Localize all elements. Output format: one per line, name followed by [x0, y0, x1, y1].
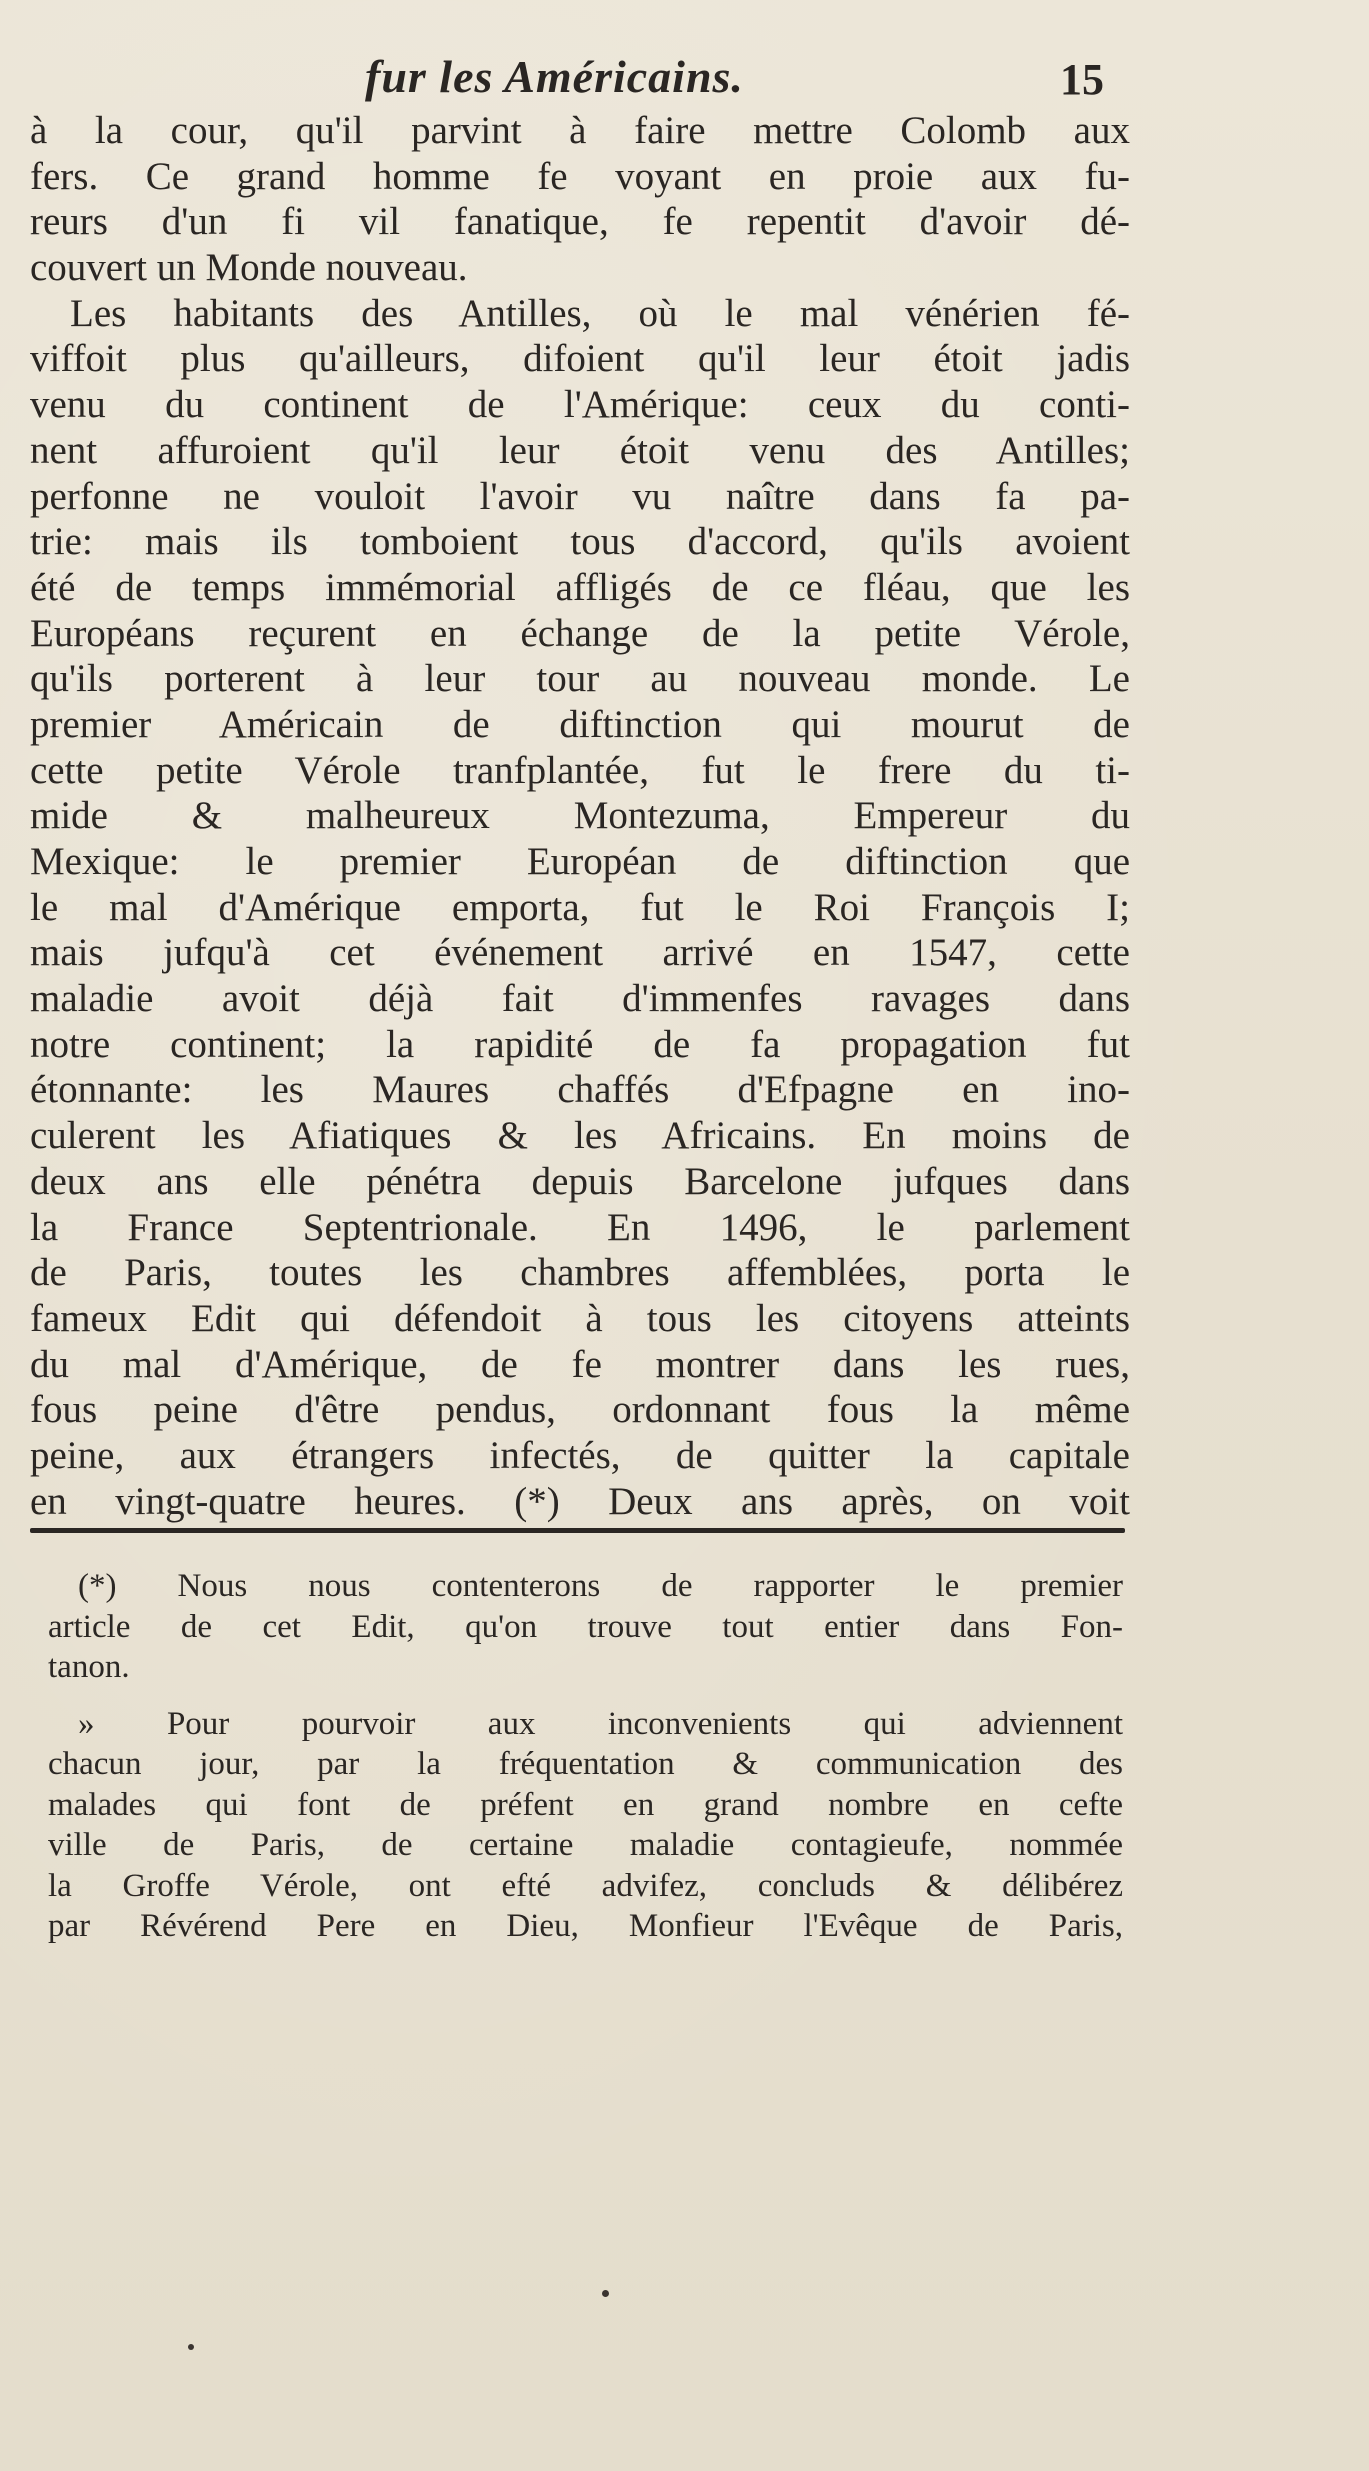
- footnote-line: la Groffe Vérole, ont efté advifez, concluds & délibérez: [48, 1867, 1123, 1904]
- text-line: culerent les Afiatiques & les Africains. En moins de: [30, 1114, 1130, 1158]
- text-line: fous peine d'être pendus, ordonnant fous la même: [30, 1388, 1130, 1432]
- ink-speck: [602, 2290, 609, 2297]
- main-text: [30, 108, 1130, 1524]
- text-line: deux ans elle pénétra depuis Barcelone jufques dans: [30, 1159, 1130, 1203]
- text-line: Les habitants des Antilles, où le mal vénérien fé-: [70, 291, 1130, 335]
- text-line: en vingt-quatre heures. (*) Deux ans après, on voit: [30, 1479, 1130, 1523]
- footnote-line: malades qui font de préfent en grand nombre en cefte: [48, 1786, 1123, 1823]
- text-line: Mexique: le premier Européan de diftinction que: [30, 840, 1130, 883]
- footnote-separator-rule: [30, 1528, 1125, 1533]
- footnote: [48, 1566, 1123, 1947]
- text-line: couvert un Monde nouveau.: [30, 246, 468, 290]
- text-line: étonnante: les Maures chaffés d'Efpagne en ino-: [30, 1068, 1130, 1112]
- footnote-line: » Pour pourvoir aux inconvenients qui adviennent: [78, 1705, 1123, 1742]
- text-line: qu'ils porterent à leur tour au nouveau monde. Le: [30, 657, 1130, 701]
- text-line: nent affuroient qu'il leur étoit venu des Antilles;: [30, 428, 1130, 472]
- text-line: peine, aux étrangers infectés, de quitter la capitale: [30, 1433, 1130, 1477]
- text-line: Européans reçurent en échange de la petite Vérole,: [30, 611, 1130, 655]
- footnote-line: ville de Paris, de certaine maladie contagieufe, nommée: [48, 1827, 1123, 1863]
- ink-speck: [188, 2344, 194, 2350]
- footnote-line: tanon.: [48, 1649, 130, 1685]
- text-line: mais jufqu'à cet événement arrivé en 1547, cette: [30, 931, 1130, 975]
- text-line: la France Septentrionale. En 1496, le parlement: [30, 1205, 1130, 1249]
- text-line: maladie avoit déjà fait d'immenfes ravages dans: [30, 977, 1130, 1021]
- text-line: trie: mais ils tomboient tous d'accord, qu'ils avoient: [30, 520, 1130, 564]
- text-line: le mal d'Amérique emporta, fut le Roi François I;: [30, 885, 1130, 929]
- text-line: reurs d'un fi vil fanatique, fe repentit d'avoir dé-: [30, 200, 1130, 244]
- running-title: fur les Américains.: [365, 51, 744, 102]
- text-line: fameux Edit qui défendoit à tous les citoyens atteints: [30, 1296, 1130, 1340]
- text-line: à la cour, qu'il parvint à faire mettre Colomb aux: [30, 109, 1130, 152]
- text-line: venu du continent de l'Amérique: ceux du conti-: [30, 383, 1130, 427]
- text-line: perfonne ne vouloit l'avoir vu naître dans fa pa-: [30, 474, 1130, 518]
- footnote-line: chacun jour, par la fréquentation & communication des: [48, 1746, 1123, 1782]
- text-line: été de temps immémorial affligés de ce fléau, que les: [30, 565, 1130, 609]
- text-line: cette petite Vérole tranfplantée, fut le frere du ti-: [30, 748, 1130, 792]
- footnote-line: par Révérend Pere en Dieu, Monfieur l'Evêque de Paris,: [48, 1908, 1123, 1944]
- text-line: fers. Ce grand homme fe voyant en proie aux fu-: [30, 154, 1130, 198]
- text-line: premier Américain de diftinction qui mourut de: [30, 702, 1130, 746]
- text-line: mide & malheureux Montezuma, Empereur du: [30, 794, 1130, 838]
- footnote-line: (*) Nous nous contenterons de rapporter le premier: [78, 1568, 1123, 1604]
- text-line: de Paris, toutes les chambres affemblées, porta le: [30, 1251, 1130, 1295]
- text-line: viffoit plus qu'ailleurs, difoient qu'il leur étoit jadis: [30, 337, 1130, 381]
- text-line: notre continent; la rapidité de fa propagation fut: [30, 1022, 1130, 1066]
- footnote-line: article de cet Edit, qu'on trouve tout entier dans Fon-: [48, 1608, 1123, 1645]
- text-line: du mal d'Amérique, de fe montrer dans les rues,: [30, 1342, 1130, 1386]
- page-number: 15: [1060, 55, 1104, 104]
